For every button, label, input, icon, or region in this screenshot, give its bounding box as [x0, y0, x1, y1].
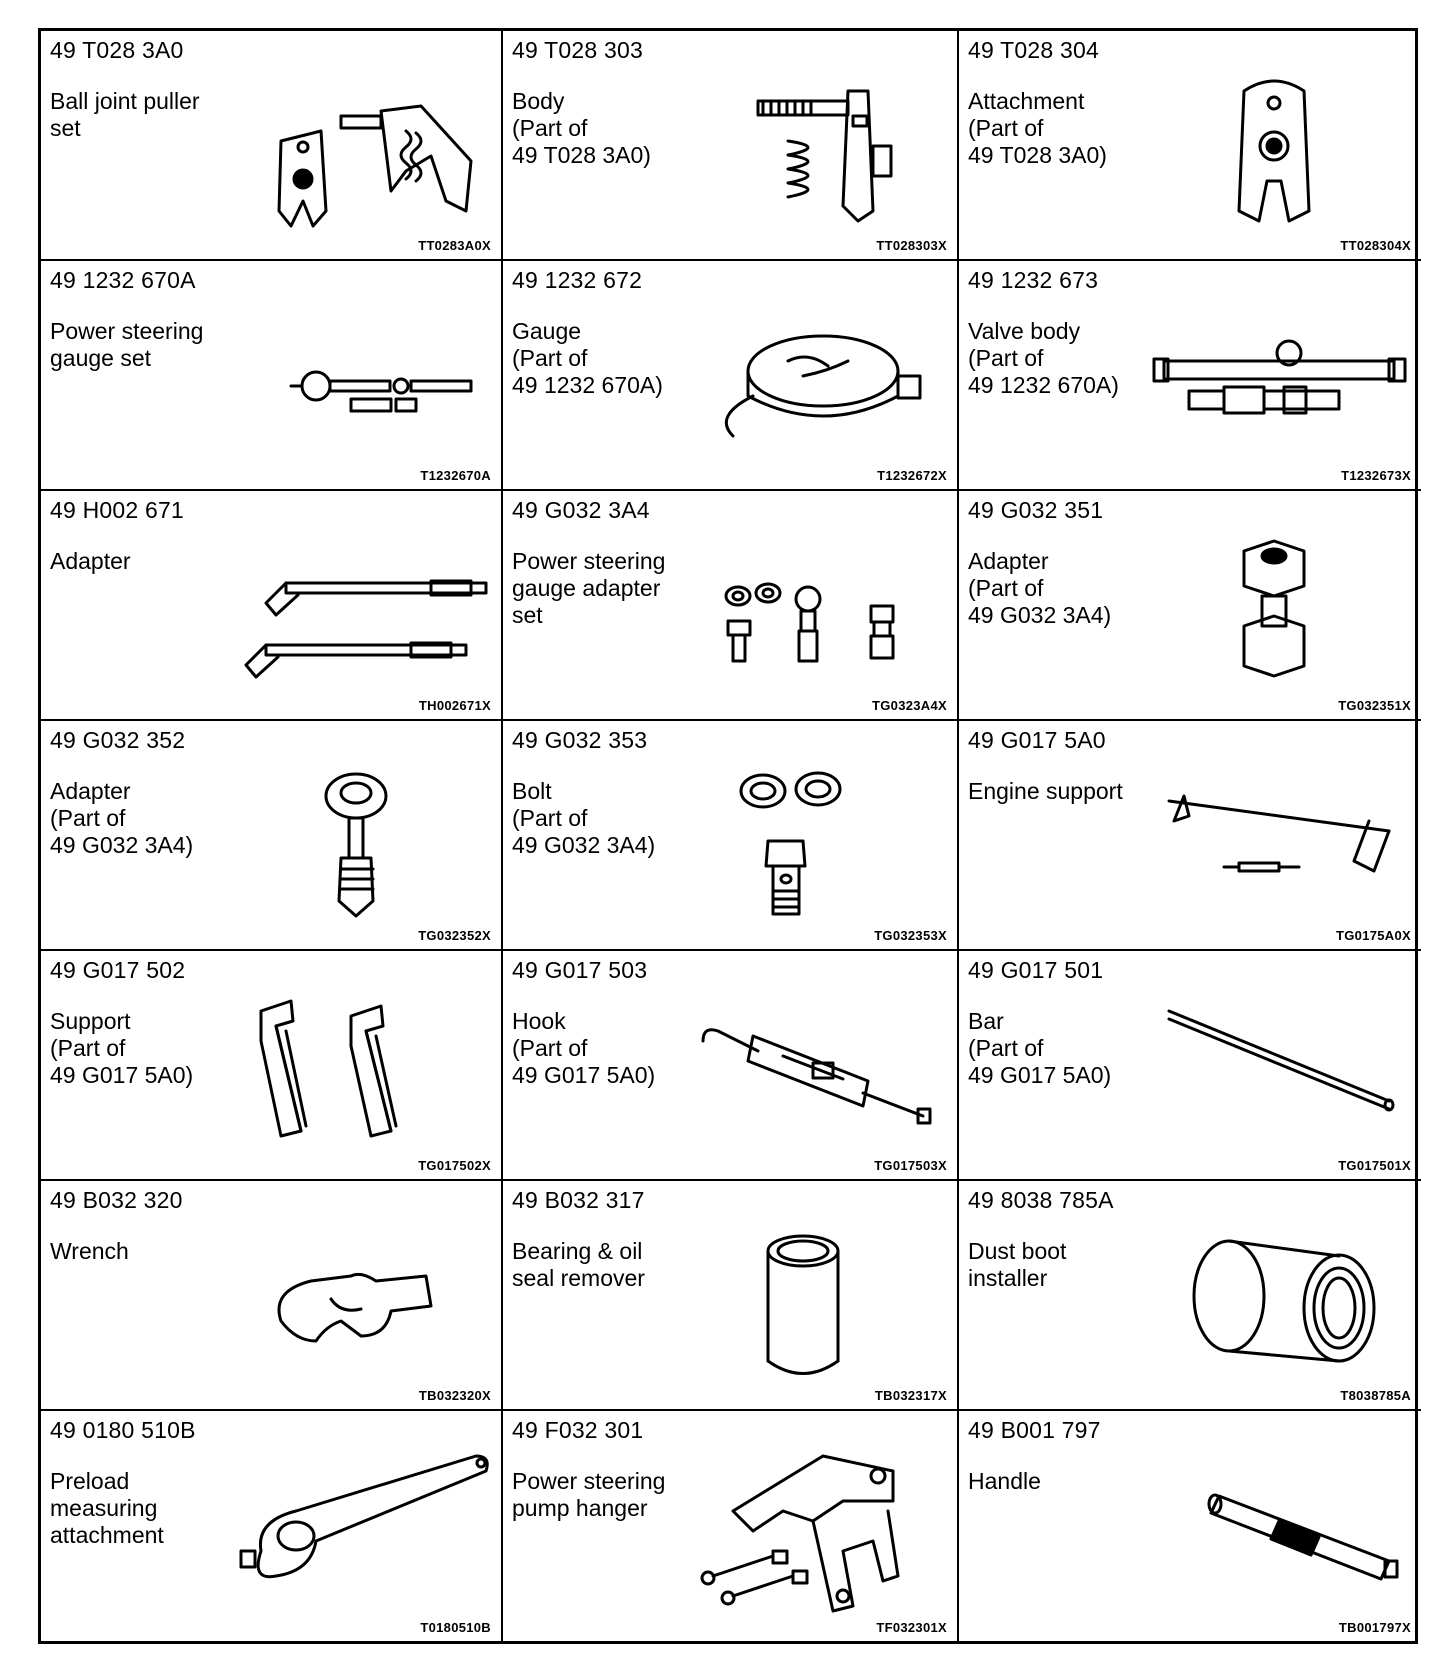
- tool-name: Bolt (Part of 49 G032 3A4): [512, 778, 656, 858]
- tool-name: Power steering gauge adapter set: [512, 548, 666, 628]
- tool-image-code: TG032351X: [1338, 698, 1411, 713]
- tool-image-code: T1232670A: [420, 468, 491, 483]
- tool-cell: [503, 491, 959, 721]
- tool-part-number: 49 1232 670A: [50, 267, 196, 293]
- tool-part-number: 49 G032 351: [968, 497, 1104, 523]
- gauge-adapter-set-drawing: [693, 521, 955, 701]
- tool-cell: [959, 721, 1421, 951]
- banjo-adapter-drawing: [231, 751, 493, 931]
- tool-part-number: 49 G017 5A0: [968, 727, 1106, 753]
- support-drawing: [231, 981, 493, 1161]
- tool-cell: [41, 31, 503, 261]
- tool-cell: [41, 261, 503, 491]
- engine-support-drawing: [1149, 751, 1411, 931]
- tool-part-number: 49 F032 301: [512, 1417, 644, 1443]
- tool-name: Ball joint puller set: [50, 88, 200, 141]
- tool-cell: [959, 1411, 1421, 1641]
- tool-cell: [959, 491, 1421, 721]
- tool-image-code: TB032317X: [874, 1388, 947, 1403]
- tool-image-code: TG017502X: [418, 1158, 491, 1173]
- tool-image-code: TB032320X: [418, 1388, 491, 1403]
- hook-drawing: [693, 981, 955, 1161]
- tool-image-code: T1232673X: [1341, 468, 1411, 483]
- gauge-drawing: [693, 291, 955, 471]
- tool-name: Body (Part of 49 T028 3A0): [512, 88, 651, 168]
- tool-name: Adapter (Part of 49 G032 3A4): [50, 778, 194, 858]
- tool-part-number: 49 G032 353: [512, 727, 648, 753]
- tool-image-code: TG032353X: [874, 928, 947, 943]
- tool-part-number: 49 G017 501: [968, 957, 1104, 983]
- tool-part-number: 49 G017 503: [512, 957, 648, 983]
- tool-cell: [41, 951, 503, 1181]
- tool-part-number: 49 1232 673: [968, 267, 1099, 293]
- bearing-remover-drawing: [693, 1211, 955, 1391]
- tool-name: Adapter: [50, 548, 131, 574]
- tool-image-code: T0180510B: [420, 1620, 491, 1635]
- tool-name: Valve body (Part of 49 1232 670A): [968, 318, 1119, 398]
- tool-name: Bearing & oil seal remover: [512, 1238, 645, 1291]
- tool-part-number: 49 8038 785A: [968, 1187, 1114, 1213]
- tool-image-code: TB001797X: [1338, 1620, 1411, 1635]
- tool-part-number: 49 1232 672: [512, 267, 643, 293]
- tool-cell: [41, 1411, 503, 1641]
- tool-image-code: TF032301X: [876, 1620, 947, 1635]
- bar-drawing: [1149, 981, 1411, 1161]
- tool-part-number: 49 H002 671: [50, 497, 184, 523]
- tool-name: Power steering gauge set: [50, 318, 204, 371]
- wrench-drawing: [231, 1211, 493, 1391]
- tool-cell: [503, 1181, 959, 1411]
- tool-part-number: 49 T028 304: [968, 37, 1099, 63]
- dust-boot-installer-drawing: [1149, 1211, 1411, 1391]
- tool-cell: [503, 1411, 959, 1641]
- pump-hanger-drawing: [693, 1441, 955, 1621]
- tool-cell: [41, 491, 503, 721]
- tool-cell: [41, 1181, 503, 1411]
- tool-part-number: 49 G032 352: [50, 727, 186, 753]
- tool-image-code: TG017503X: [874, 1158, 947, 1173]
- handle-drawing: [1149, 1441, 1411, 1621]
- tool-cell: [959, 1181, 1421, 1411]
- tool-part-number: 49 T028 303: [512, 37, 643, 63]
- tool-part-number: 49 B032 317: [512, 1187, 645, 1213]
- tool-image-code: T8038785A: [1340, 1388, 1411, 1403]
- tool-name: Preload measuring attachment: [50, 1468, 164, 1548]
- tool-cell: [41, 721, 503, 951]
- adapter-hoses-drawing: [231, 521, 493, 701]
- tool-image-code: TG032352X: [418, 928, 491, 943]
- tool-name: Dust boot installer: [968, 1238, 1067, 1291]
- tool-part-number: 49 G017 502: [50, 957, 186, 983]
- tool-name: Wrench: [50, 1238, 129, 1264]
- tool-image-code: T1232672X: [877, 468, 947, 483]
- ball-joint-puller-set-drawing: [231, 61, 493, 241]
- tool-name: Hook (Part of 49 G017 5A0): [512, 1008, 656, 1088]
- special-tools-table: [38, 28, 1418, 1644]
- attachment-drawing: [1149, 61, 1411, 241]
- tool-part-number: 49 T028 3A0: [50, 37, 184, 63]
- tool-image-code: TG0175A0X: [1336, 928, 1411, 943]
- banjo-bolt-drawing: [693, 751, 955, 931]
- tool-name: Adapter (Part of 49 G032 3A4): [968, 548, 1112, 628]
- tool-cell: [959, 31, 1421, 261]
- tool-name: Engine support: [968, 778, 1123, 804]
- preload-attachment-drawing: [231, 1441, 493, 1621]
- tool-name: Bar (Part of 49 G017 5A0): [968, 1008, 1112, 1088]
- tool-name: Support (Part of 49 G017 5A0): [50, 1008, 194, 1088]
- tool-name: Power steering pump hanger: [512, 1468, 666, 1521]
- tool-image-code: TG0323A4X: [872, 698, 947, 713]
- tool-part-number: 49 B001 797: [968, 1417, 1101, 1443]
- tool-cell: [503, 31, 959, 261]
- tool-image-code: TT0283A0X: [418, 238, 491, 253]
- tool-image-code: TH002671X: [418, 698, 491, 713]
- tool-cell: [959, 261, 1421, 491]
- tool-cell: [959, 951, 1421, 1181]
- tool-part-number: 49 G032 3A4: [512, 497, 650, 523]
- tool-image-code: TT028303X: [876, 238, 947, 253]
- gauge-set-drawing: [231, 291, 493, 471]
- tool-part-number: 49 B032 320: [50, 1187, 183, 1213]
- valve-body-drawing: [1149, 291, 1411, 471]
- tool-name: Handle: [968, 1468, 1041, 1494]
- tool-cell: [503, 721, 959, 951]
- hex-adapter-drawing: [1149, 521, 1411, 701]
- tool-name: Attachment (Part of 49 T028 3A0): [968, 88, 1107, 168]
- tool-cell: [503, 951, 959, 1181]
- tool-name: Gauge (Part of 49 1232 670A): [512, 318, 663, 398]
- tool-cell: [503, 261, 959, 491]
- tool-image-code: TT028304X: [1340, 238, 1411, 253]
- tool-part-number: 49 0180 510B: [50, 1417, 196, 1443]
- body-drawing: [693, 61, 955, 241]
- tool-image-code: TG017501X: [1338, 1158, 1411, 1173]
